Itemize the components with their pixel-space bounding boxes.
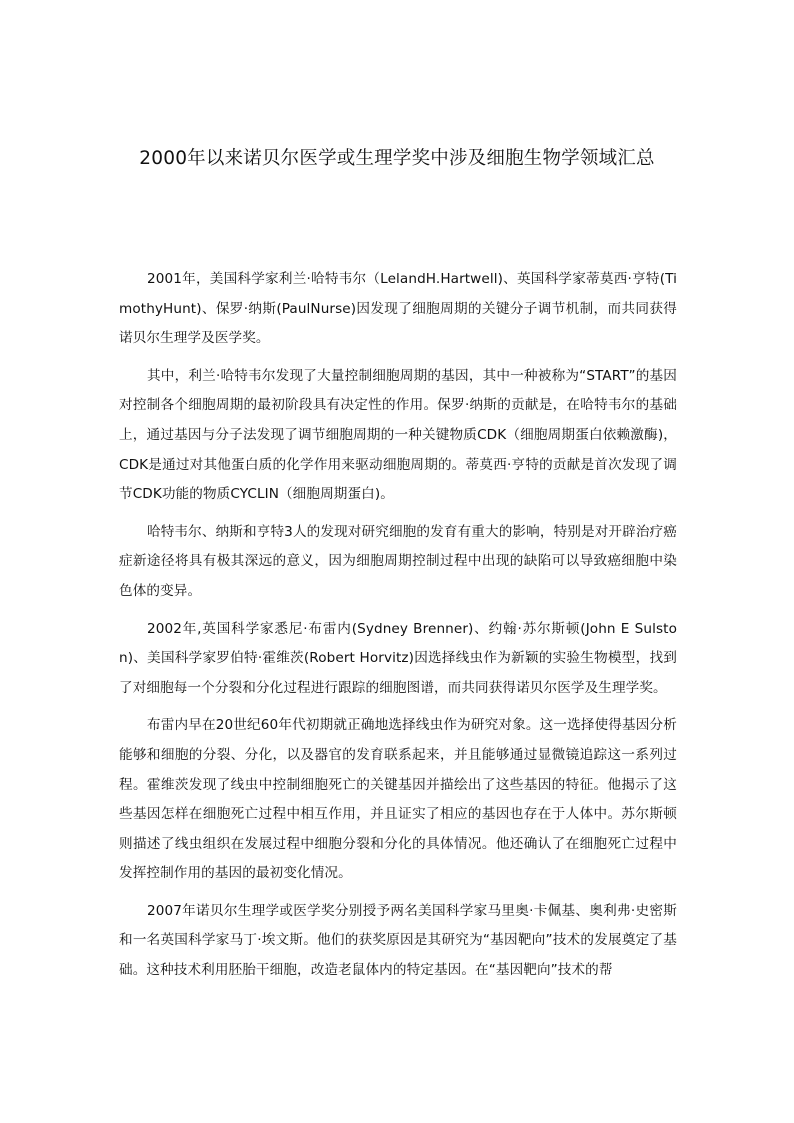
paragraph-2001-significance: 哈特韦尔、纳斯和亨特3人的发现对研究细胞的发育有重大的影响，特别是对开辟治疗癌症新途径将具有极其深远的意义，因为细胞周期控制过程中出现的缺陷可以导致癌细胞中染色体的变异。 bbox=[119, 523, 677, 599]
paragraph-2001-award: 2001年，美国科学家利兰·哈特韦尔（LelandH.Hartwell)、英国科学家蒂莫西·亨特(TimothyHunt)、保罗·纳斯(PaulNurse)因发现了细胞周期的关键分子调节机制，而共同获得诺贝尔生理学及医学奖。 bbox=[119, 271, 677, 347]
paragraph-2007-award: 2007年诺贝尔生理学或医学奖分别授予两名美国科学家马里奥·卡佩基、奥利弗·史密斯和一名英国科学家马丁·埃文斯。他们的获奖原因是其研究为“基因靶向”技术的发展奠定了基础。这种技术利用胚胎干细胞，改造老鼠体内的特定基因。在“基因靶向”技术的帮 bbox=[119, 902, 677, 979]
paragraph-2001-details: 其中，利兰·哈特韦尔发现了大量控制细胞周期的基因，其中一种被称为“START”的基因对控制各个细胞周期的最初阶段具有决定性的作用。保罗·纳斯的贡献是，在哈特韦尔的基础上，通过基因与分子法发现了调节细胞周期的一种关键物质CDK（细胞周期蛋白依赖激酶)，CDK是通过对其他蛋白质的化学作用来驱动细胞周期的。蒂莫西·亨特的贡献是首次发现了调节CDK功能的物质CYCLIN（细胞周期蛋白)。 bbox=[119, 367, 677, 503]
paragraph-2002-details: 布雷内早在20世纪60年代初期就正确地选择线虫作为研究对象。这一选择使得基因分析能够和细胞的分裂、分化，以及器官的发育联系起来，并且能够通过显微镜追踪这一系列过程。霍维茨发现了线虫中控制细胞死亡的关键基因并描绘出了这些基因的特征。他揭示了这些基因怎样在细胞死亡过程中相互作用，并且证实了相应的基因也存在于人体中。苏尔斯顿则描述了线虫组织在发展过程中细胞分裂和分化的具体情况。他还确认了在细胞死亡过程中发挥控制作用的基因的最初变化情况。 bbox=[119, 717, 677, 882]
paragraph-2002-award: 2002年,英国科学家悉尼·布雷内(Sydney Brenner)、约翰·苏尔斯顿(John E Sulston)、美国科学家罗伯特·霍维茨(Robert Horvitz)因选择线虫作为新颖的实验生物模型，找到了对细胞每一个分裂和分化过程进行跟踪的细胞图谱，而共同获得诺贝尔医学及生理学奖。 bbox=[119, 620, 677, 696]
document-body bbox=[119, 265, 677, 994]
document-title: 2000年以来诺贝尔医学或生理学奖中涉及细胞生物学领域汇总 bbox=[139, 148, 655, 169]
